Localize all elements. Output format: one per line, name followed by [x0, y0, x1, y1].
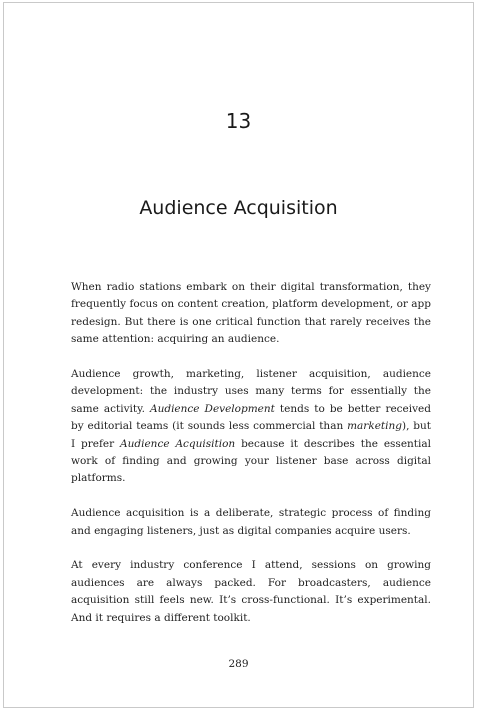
emphasis-marketing: marketing — [347, 420, 402, 433]
paragraph-2-text-4: because it describes the essential work of finding and growing your listener base across digital platforms. — [71, 437, 431, 485]
paragraph-2-text-1: Audience growth, marketing, listener acquisition, audience development: the industry uses many terms for essentially the same activity. — [71, 368, 431, 415]
paragraph-3: Audience acquisition is a deliberate, strategic process of finding and engaging listeners, just as digital companies acquire users. — [71, 507, 431, 537]
book-page — [3, 2, 474, 708]
paragraph-4: At every industry conference I attend, sessions on growing audiences are always packed. For broadcasters, audience acquisition still feels new. It’s cross-functional. It’s experimental. And it requires a different toolkit. — [71, 559, 431, 624]
page-number: 289 — [228, 658, 249, 670]
chapter-number: 13 — [225, 109, 252, 133]
paragraph-1: When radio stations embark on their digital transformation, they frequently focus on content creation, platform development, or app redesign. But there is one critical function that rarely receives the same attention: acquiring an audience. — [71, 281, 431, 346]
emphasis-audience-acquisition: Audience Acquisition — [120, 437, 236, 450]
paragraph-2 — [71, 366, 431, 488]
chapter-title: Audience Acquisition — [139, 197, 338, 219]
paragraph-2-text-2: tends to be better received by editorial teams (it sounds less commercial than — [71, 402, 431, 433]
paragraph-2-text-3: ), but I prefer — [71, 420, 431, 450]
chapter-body — [71, 279, 431, 644]
emphasis-audience-development: Audience Development — [150, 402, 275, 415]
